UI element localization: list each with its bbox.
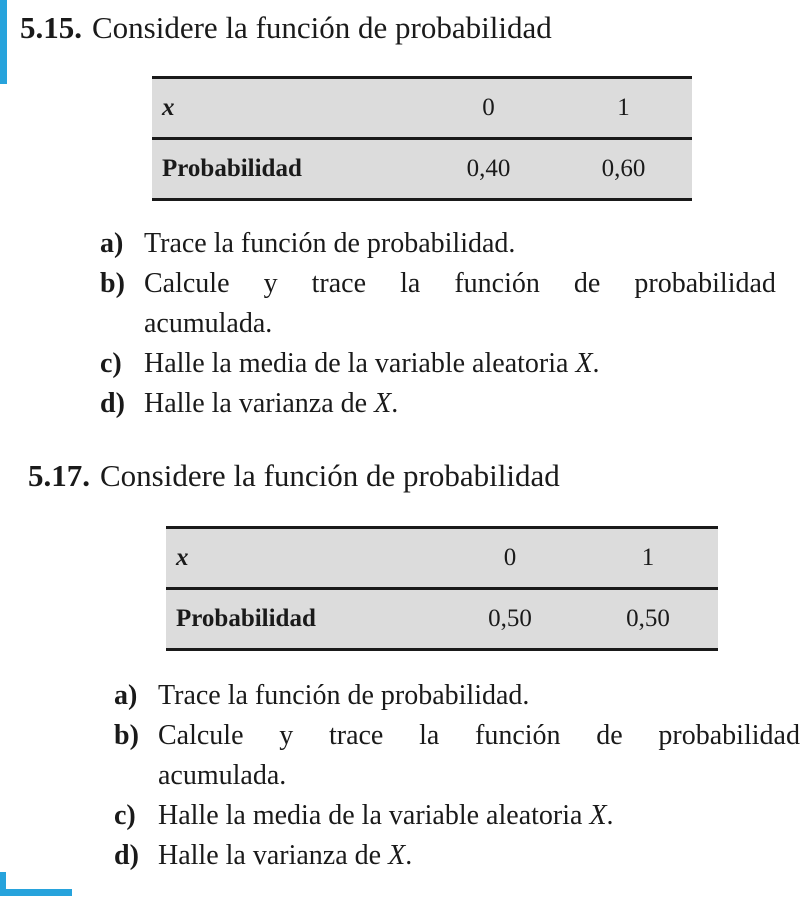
exercise-517-table [166, 526, 718, 651]
question-letter: c) [114, 800, 136, 831]
exercise-515-title: Considere la función de probabilidad [92, 10, 552, 45]
variable-symbol: X [575, 348, 593, 379]
exercise-515-questions [100, 224, 776, 424]
question-item: c) Halle la media de la variable aleatoria X. [114, 796, 800, 836]
x-value-cell: 1 [578, 528, 718, 589]
variable-symbol: X [589, 800, 607, 831]
exercise-517-title: Considere la función de probabilidad [100, 458, 560, 493]
question-letter: d) [114, 840, 139, 871]
question-letter: c) [100, 348, 122, 379]
question-item [100, 224, 776, 264]
question-item [114, 676, 800, 716]
question-letter: d) [100, 388, 125, 419]
question-letter: b) [114, 720, 139, 751]
probability-value-cell: 0,50 [442, 589, 578, 650]
probability-value-cell: 0,40 [422, 139, 555, 200]
table-row-probability [166, 589, 718, 650]
x-value-cell: 1 [555, 78, 692, 139]
x-value-cell: 0 [442, 528, 578, 589]
row-x-label: x [166, 528, 442, 589]
question-item: d) Halle la varianza de X. [114, 836, 800, 876]
question-text: Halle la media de la variable aleatoria [144, 348, 576, 379]
table-row-x [152, 78, 692, 139]
question-text: Trace la función de probabilidad. [158, 680, 530, 711]
question-item: c) Halle la media de la variable aleatoria X. [100, 344, 776, 384]
probability-value-cell: 0,50 [578, 589, 718, 650]
exercise-515-number: 5.15. [20, 10, 82, 45]
question-text: Halle la varianza de [144, 388, 375, 419]
exercise-517-number: 5.17. [28, 458, 90, 493]
question-text: Calcule y trace la función de probabilidad acumulada. [144, 268, 776, 339]
exercise-517-questions [114, 676, 800, 876]
row-probability-label: Probabilidad [166, 589, 442, 650]
exercise-515-table [152, 76, 692, 201]
row-probability-label: Probabilidad [152, 139, 422, 200]
variable-symbol: X [388, 840, 406, 871]
question-text: Halle la varianza de [158, 840, 389, 871]
table-row-x [166, 528, 718, 589]
question-text: Trace la función de probabilidad. [144, 228, 516, 259]
table-row-probability [152, 139, 692, 200]
question-letter: a) [100, 228, 124, 259]
exercise-515-heading [20, 10, 552, 46]
question-item [114, 716, 800, 796]
question-item: d) Halle la varianza de X. [100, 384, 776, 424]
question-text: Halle la media de la variable aleatoria [158, 800, 590, 831]
exercise-517-heading [28, 458, 560, 494]
row-x-label: x [152, 78, 422, 139]
accent-bar-left [0, 0, 7, 84]
variable-symbol: X [374, 388, 392, 419]
question-item [100, 264, 776, 344]
accent-bar-bottom [0, 889, 72, 896]
question-letter: b) [100, 268, 125, 299]
probability-value-cell: 0,60 [555, 139, 692, 200]
question-letter: a) [114, 680, 138, 711]
question-text: Calcule y trace la función de probabilidad acumulada. [158, 720, 800, 791]
x-value-cell: 0 [422, 78, 555, 139]
